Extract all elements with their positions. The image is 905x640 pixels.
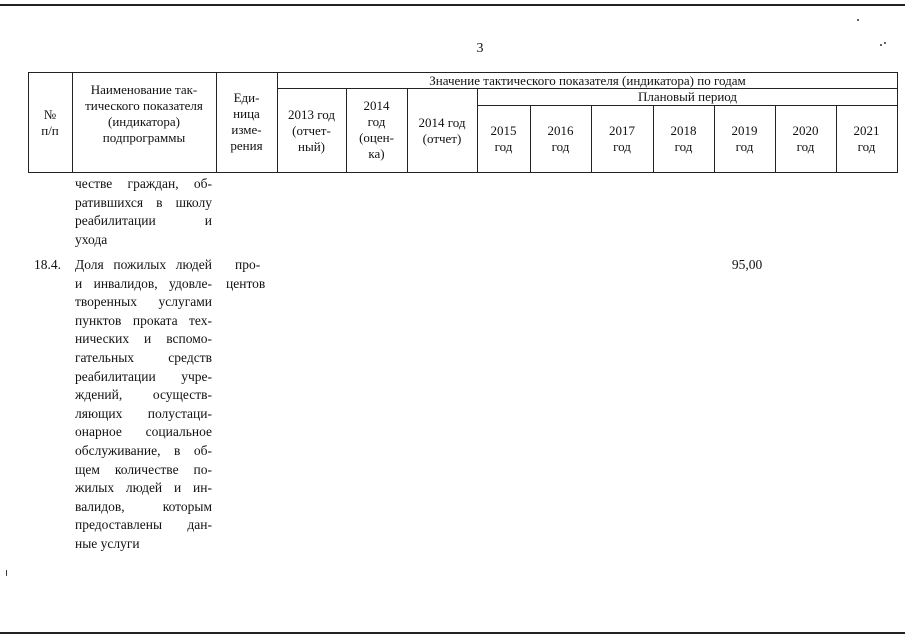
scan-speck — [857, 19, 859, 21]
name-line: валидов, которым — [75, 498, 212, 514]
header-year-2021: 2021 год — [853, 123, 880, 154]
header-year-2015: 2015 год — [490, 123, 517, 154]
name-line: онарное социальное — [75, 424, 212, 440]
row-continued-name — [75, 175, 212, 249]
header-planned-period: Плановый период — [637, 89, 738, 104]
table-header-bottom-line — [28, 172, 898, 173]
header-year-2019: 2019 год — [731, 123, 758, 154]
header-name: Наименование так- тического показателя (индикатора) подпрограммы — [85, 82, 203, 145]
row-number: 18.4. — [34, 257, 61, 272]
header-year-2017: 2017 год — [609, 123, 635, 154]
scan-speck — [884, 42, 886, 44]
row-value-2019: 95,00 — [731, 257, 763, 272]
header-2014-estimate: 2014 год (оцен- ка) — [359, 98, 394, 161]
name-line: реабилитации учре- — [75, 368, 212, 384]
name-line: жилых людей и ин- — [75, 480, 212, 496]
scan-speck — [880, 44, 882, 46]
name-line: обслуживание, в об- — [75, 442, 212, 458]
header-2014-report: 2014 год (отчет) — [418, 115, 466, 146]
bottom-border — [0, 632, 905, 634]
top-border — [0, 4, 905, 6]
name-line: пунктов проката тех- — [75, 312, 212, 328]
name-line: Доля пожилых людей — [75, 257, 212, 272]
name-line: реабилитации и — [75, 213, 212, 229]
name-line: предоставлены дан- — [75, 517, 212, 533]
header-value-group: Значение тактического показателя (индикатора) по годам — [429, 73, 746, 88]
name-line: ждений, осуществ- — [75, 387, 212, 403]
header-2013: 2013 год (отчет- ный) — [288, 107, 335, 154]
name-line: ные услуги — [75, 535, 140, 551]
header-unit: Еди- ница изме- рения — [230, 90, 263, 153]
name-line: ляющих полустаци- — [75, 405, 212, 421]
header-year-2020: 2020 год — [792, 123, 819, 154]
row-unit: про- центов — [226, 257, 266, 291]
header-year-2018: 2018 год — [670, 123, 697, 154]
header-num: № п/п — [41, 107, 59, 138]
name-line: ухода — [75, 231, 108, 247]
planned-sub-line — [477, 105, 898, 106]
name-line: нических и вспомо- — [75, 331, 212, 347]
name-line: щем количестве по- — [75, 461, 212, 477]
scan-speck — [6, 570, 7, 576]
page-number: 3 — [476, 41, 484, 56]
name-line: творенных услугами — [75, 294, 212, 310]
header-year-2016: 2016 год — [547, 123, 574, 154]
name-line: и инвалидов, удовле- — [75, 275, 212, 291]
name-line: честве граждан, об- — [75, 176, 212, 191]
row-name — [75, 256, 212, 554]
name-line: гательных средств — [75, 349, 212, 365]
name-line: ратившихся в школу — [75, 194, 212, 210]
